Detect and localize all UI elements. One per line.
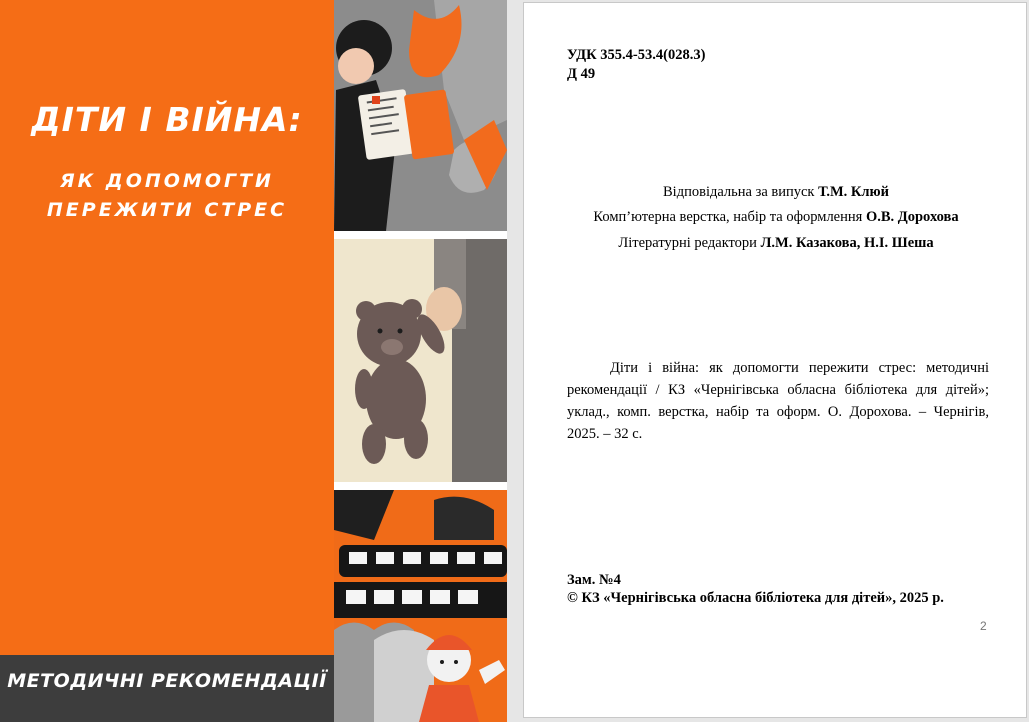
- cover-bottom-label: МЕТОДИЧНІ РЕКОМЕНДАЦІЇ: [7, 670, 327, 692]
- credit-name: О.В. Дорохова: [865, 209, 959, 225]
- cover-orange-panel: [0, 0, 334, 655]
- cover-page: [0, 0, 507, 722]
- cover-subtitle-line2: ПЕРЕЖИТИ СТРЕС: [46, 199, 288, 221]
- credit-label: Літературні редактори: [618, 235, 761, 251]
- library-code: Д 49: [567, 66, 596, 82]
- illustration-teddy-bear: [334, 239, 507, 482]
- page-number: 2: [980, 619, 987, 633]
- cover-title: ДІТИ І ВІЙНА:: [31, 100, 303, 139]
- illustration-bus-scene: [334, 490, 507, 722]
- illustration-girl-reading: [334, 0, 507, 231]
- order-number: Зам. №4: [567, 572, 621, 588]
- cover-subtitle-line1: ЯК ДОПОМОГТИ: [60, 170, 274, 192]
- bibliographic-description: Діти і війна: як допомогти пережити стрес: методичні рекомендації / КЗ «Чернігівська обласна бібліотека для дітей»; уклад., комп. верстка, набір та оформ. О. Дорохова. – Чернігів, 2025. – 32 с.: [567, 360, 989, 442]
- credit-line-editors: [524, 235, 1028, 252]
- credit-line-responsible: [524, 184, 1028, 201]
- copyright-line: © КЗ «Чернігівська обласна бібліотека для дітей», 2025 р.: [567, 590, 944, 606]
- credit-label: Відповідальна за випуск: [663, 184, 819, 200]
- credit-name: Т.М. Клюй: [818, 184, 889, 200]
- udk-code: УДК 355.4-53.4(028.3): [567, 47, 706, 63]
- document-page: [523, 2, 1027, 718]
- credit-line-layout: [524, 209, 1028, 226]
- credit-label: Комп’ютерна верстка, набір та оформлення: [593, 209, 866, 225]
- credit-name: Л.М. Казакова, Н.І. Шеша: [760, 235, 934, 251]
